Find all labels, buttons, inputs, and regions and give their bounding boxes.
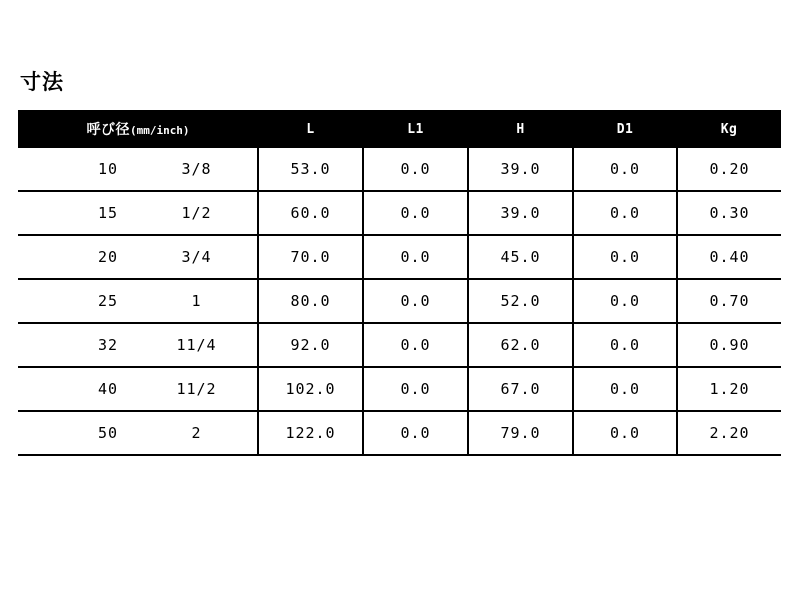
cell-kg: 0.40 (677, 235, 781, 279)
column-header-nominal-diameter-label: 呼び径 (86, 122, 130, 138)
cell-d1: 0.0 (573, 279, 677, 323)
cell-nominal-inch: 11/2 (136, 367, 258, 411)
cell-l: 92.0 (258, 323, 363, 367)
cell-nominal-mm: 20 (18, 235, 136, 279)
cell-l1: 0.0 (363, 148, 468, 191)
cell-d1: 0.0 (573, 323, 677, 367)
table-row (18, 191, 781, 235)
cell-nominal-mm: 40 (18, 367, 136, 411)
table-row (18, 367, 781, 411)
table-row (18, 235, 781, 279)
table-body (18, 148, 781, 455)
column-header-h: H (468, 110, 573, 148)
cell-d1: 0.0 (573, 411, 677, 455)
cell-nominal-mm: 15 (18, 191, 136, 235)
table-header (18, 110, 781, 148)
cell-nominal-mm: 32 (18, 323, 136, 367)
cell-nominal-mm: 25 (18, 279, 136, 323)
column-header-d1: D1 (573, 110, 677, 148)
column-header-l: L (258, 110, 363, 148)
cell-kg: 0.70 (677, 279, 781, 323)
cell-h: 52.0 (468, 279, 573, 323)
cell-h: 45.0 (468, 235, 573, 279)
cell-d1: 0.0 (573, 367, 677, 411)
cell-nominal-mm: 10 (18, 148, 136, 191)
cell-d1: 0.0 (573, 235, 677, 279)
table-row (18, 323, 781, 367)
cell-h: 62.0 (468, 323, 573, 367)
cell-nominal-inch: 3/4 (136, 235, 258, 279)
table-row (18, 148, 781, 191)
column-header-nominal-diameter (18, 110, 258, 148)
cell-l1: 0.0 (363, 191, 468, 235)
cell-kg: 0.20 (677, 148, 781, 191)
cell-l1: 0.0 (363, 323, 468, 367)
cell-h: 67.0 (468, 367, 573, 411)
cell-l1: 0.0 (363, 279, 468, 323)
cell-nominal-mm: 50 (18, 411, 136, 455)
page-title: 寸法 (20, 70, 64, 94)
cell-l1: 0.0 (363, 367, 468, 411)
cell-l1: 0.0 (363, 411, 468, 455)
cell-kg: 0.90 (677, 323, 781, 367)
cell-h: 79.0 (468, 411, 573, 455)
cell-nominal-inch: 1/2 (136, 191, 258, 235)
cell-nominal-inch: 3/8 (136, 148, 258, 191)
column-header-kg: Kg (677, 110, 781, 148)
table-row (18, 279, 781, 323)
dimensions-table (18, 110, 781, 456)
table-header-row (18, 110, 781, 148)
table-row (18, 411, 781, 455)
cell-kg: 1.20 (677, 367, 781, 411)
column-header-nominal-diameter-unit: (mm/inch) (129, 124, 190, 137)
cell-nominal-inch: 11/4 (136, 323, 258, 367)
cell-l: 102.0 (258, 367, 363, 411)
cell-l: 70.0 (258, 235, 363, 279)
cell-d1: 0.0 (573, 191, 677, 235)
cell-h: 39.0 (468, 191, 573, 235)
cell-d1: 0.0 (573, 148, 677, 191)
cell-kg: 0.30 (677, 191, 781, 235)
cell-nominal-inch: 2 (136, 411, 258, 455)
cell-kg: 2.20 (677, 411, 781, 455)
cell-l: 122.0 (258, 411, 363, 455)
cell-nominal-inch: 1 (136, 279, 258, 323)
cell-l1: 0.0 (363, 235, 468, 279)
column-header-l1: L1 (363, 110, 468, 148)
cell-l: 60.0 (258, 191, 363, 235)
cell-l: 80.0 (258, 279, 363, 323)
dimensions-table-container (18, 110, 781, 456)
cell-l: 53.0 (258, 148, 363, 191)
cell-h: 39.0 (468, 148, 573, 191)
